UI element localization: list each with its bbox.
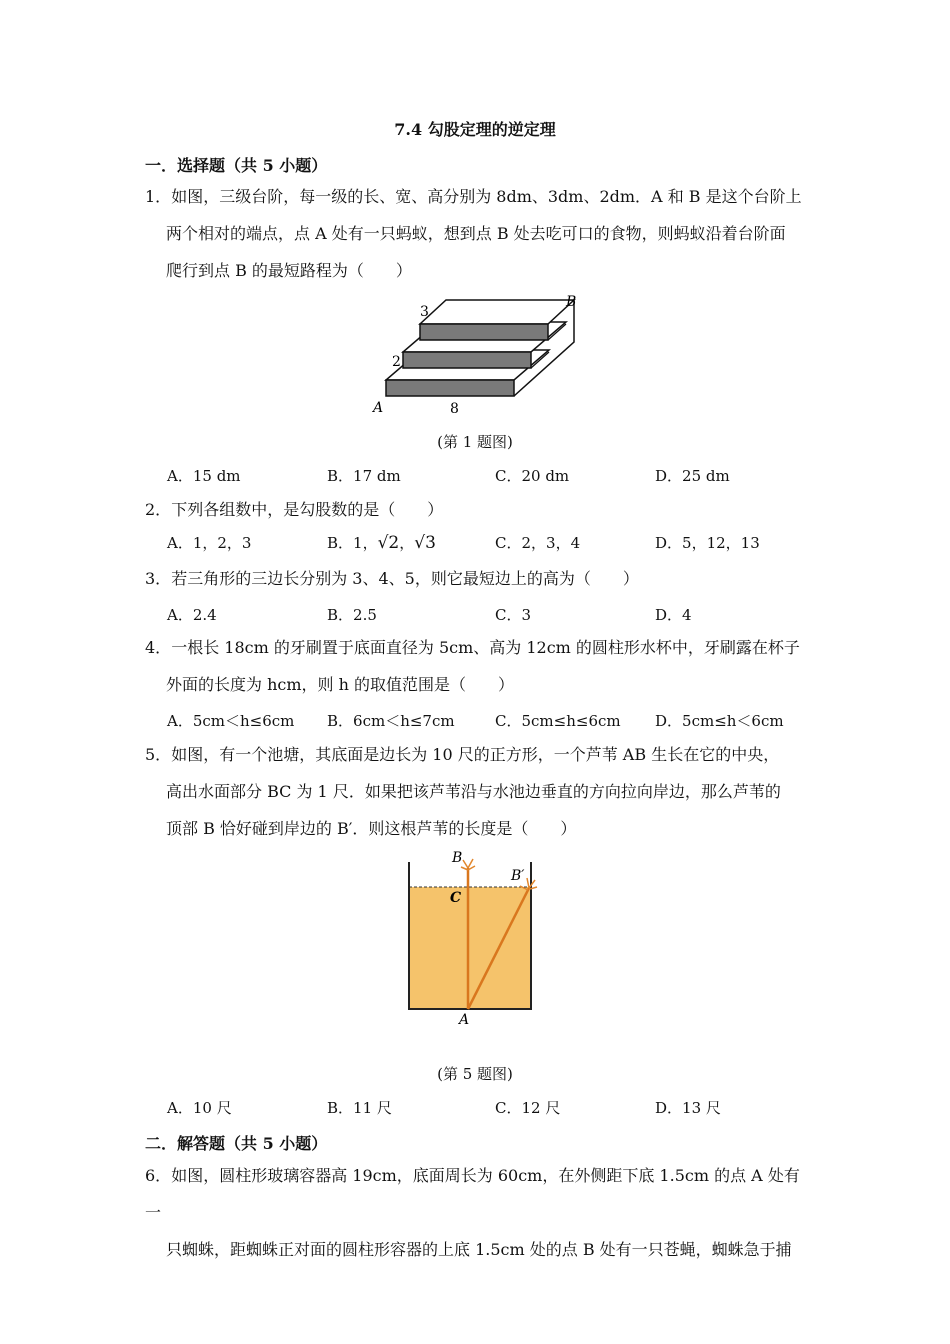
figure-caption: (第 5 题图) [437, 1065, 513, 1083]
options-row [167, 465, 807, 487]
option-c[interactable]: C．20 dm [495, 467, 570, 485]
question-text: 高出水面部分 BC 为 1 尺．如果把该芦苇沿与水池边垂直的方向拉向岸边，那么芦苇的 [166, 782, 781, 801]
option-a[interactable]: A．15 dm [167, 467, 241, 485]
step-riser [420, 324, 548, 340]
question-text: 只蜘蛛，距蜘蛛正对面的圆柱形容器的上底 1.5cm 处的点 B 处有一只苍蝇，蜘蛛急于捕 [166, 1240, 792, 1259]
question-text: 外面的长度为 hcm，则 h 的取值范围是（ ） [166, 675, 515, 694]
options-row [167, 532, 807, 554]
label-b-prime: B′ [511, 868, 525, 884]
question-number: 2． [145, 500, 172, 519]
question-text: 若三角形的三边长分别为 3、4、5，则它最短边上的高为（ ） [171, 569, 639, 588]
question-text: 两个相对的端点，点 A 处有一只蚂蚁，想到点 B 处去吃可口的食物，则蚂蚁沿着台阶面 [166, 224, 786, 243]
label-a: A [459, 1012, 470, 1028]
question-number: 5． [145, 745, 172, 764]
question-number: 1． [145, 187, 172, 206]
option-a[interactable]: A．10 尺 [167, 1099, 232, 1117]
label-b: B [566, 294, 577, 310]
option-b[interactable]: B．2.5 [327, 606, 377, 624]
question-3 [145, 560, 810, 597]
options-row [167, 1097, 807, 1119]
step-riser [386, 380, 514, 396]
question-2 [145, 491, 810, 528]
label-a: A [373, 400, 384, 416]
figure-caption: (第 1 题图) [437, 433, 513, 451]
question-4 [145, 629, 810, 703]
options-row [167, 604, 807, 626]
option-b-separator: ， [399, 534, 415, 552]
option-b[interactable]: B．11 尺 [327, 1099, 392, 1117]
option-c[interactable]: C．3 [495, 606, 532, 624]
options-row [167, 710, 807, 732]
pond-figure [398, 848, 543, 1028]
label-b: B [452, 850, 463, 866]
option-b[interactable]: B．17 dm [327, 467, 401, 485]
sqrt-2: √2 [377, 533, 400, 553]
question-text: 如图，三级台阶，每一级的长、宽、高分别为 8dm、3dm、2dm．A 和 B 是这个台阶上 [171, 187, 802, 206]
question-number: 6． [145, 1166, 172, 1185]
label-2: 2 [392, 354, 401, 370]
step-top-face [420, 300, 574, 324]
option-d[interactable]: D．4 [655, 606, 692, 624]
section-heading-choice: 一．选择题（共 5 小题） [145, 156, 328, 175]
option-a[interactable]: A．5cm＜h≤6cm [167, 712, 295, 730]
label-8: 8 [450, 401, 459, 417]
option-c[interactable]: C．5cm≤h≤6cm [495, 712, 621, 730]
step-riser [403, 352, 531, 368]
option-a[interactable]: A．1，2，3 [167, 534, 252, 552]
label-c: C [450, 890, 462, 906]
option-a[interactable]: A．2.4 [167, 606, 217, 624]
option-b-prefix: B．1， [327, 534, 378, 552]
question-5 [145, 736, 810, 847]
option-b[interactable]: B．6cm＜h≤7cm [327, 712, 455, 730]
question-text: 下列各组数中，是勾股数的是（ ） [171, 500, 444, 519]
question-text: 如图，圆柱形玻璃容器高 19cm，底面周长为 60cm，在外侧距下底 1.5cm 的点 A 处有一 [145, 1166, 800, 1222]
option-d[interactable]: D．5cm≤h＜6cm [655, 712, 784, 730]
section-heading-answer: 二．解答题（共 5 小题） [145, 1134, 328, 1153]
question-text: 顶部 B 恰好碰到岸边的 B′．则这根芦苇的长度是（ ） [166, 819, 577, 838]
question-6 [145, 1157, 810, 1268]
option-b[interactable] [327, 532, 436, 553]
label-3: 3 [420, 304, 429, 320]
option-d[interactable]: D．25 dm [655, 467, 730, 485]
question-text: 爬行到点 B 的最短路程为（ ） [166, 261, 412, 280]
page-title: 7.4 勾股定理的逆定理 [394, 120, 556, 139]
question-number: 4． [145, 638, 172, 657]
option-c[interactable]: C．2，3，4 [495, 534, 581, 552]
question-number: 3． [145, 569, 172, 588]
sqrt-3: √3 [414, 533, 436, 553]
question-text: 如图，有一个池塘，其底面是边长为 10 尺的正方形，一个芦苇 AB 生长在它的中央， [171, 745, 780, 764]
pond-water [409, 887, 531, 1009]
question-1 [145, 178, 810, 289]
option-c[interactable]: C．12 尺 [495, 1099, 561, 1117]
question-text: 一根长 18cm 的牙刷置于底面直径为 5cm、高为 12cm 的圆柱形水杯中，牙刷露在杯子 [171, 638, 800, 657]
option-d[interactable]: D．5，12，13 [655, 534, 760, 552]
staircase-figure [368, 292, 583, 422]
option-d[interactable]: D．13 尺 [655, 1099, 721, 1117]
